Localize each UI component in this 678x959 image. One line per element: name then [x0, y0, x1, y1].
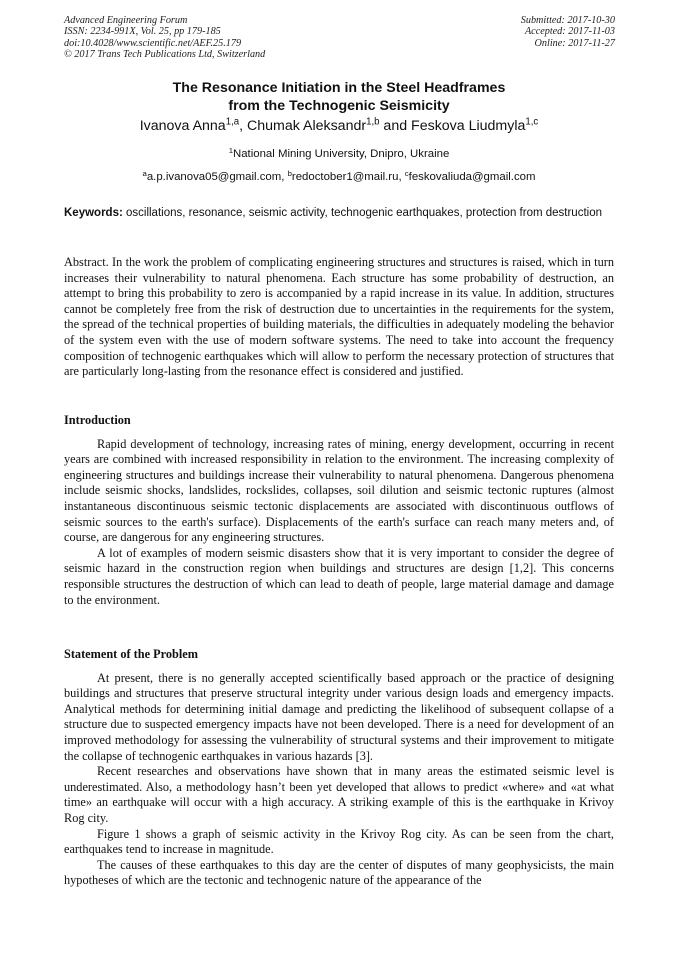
- journal-doi[interactable]: doi:10.4028/www.scientific.net/AEF.25.179: [64, 37, 242, 49]
- affiliation: [64, 147, 614, 161]
- paragraph: Recent researches and observations have shown that in many areas the estimated seismic level is underestimated. Also, a methodology hasn’t been yet developed that allows to predict «where» and «at what time» an earthquake will occur with a high accuracy. A striking example of this is the earthquake in Krivoy Rog city.: [64, 764, 614, 825]
- abstract: Abstract. In the work the problem of complicating engineering structures and structures is raised, which in turn increases their vulnerability to natural phenomena. Each structure has some probability of destruction, an attempt to bring this probability to zero is accompanied by a rapid increase in its value. In addition, structures cannot be completely free from the risk of destruction due to uncertainties in the requirements for the system, the spread of the technical properties of building materials, the difficulties in adequately modeling the behavior of the system even with the use of modern software systems. The need to take into account the frequency composition of technogenic earthquakes which will allow to perform the necessary protection of structures that are particularly long-lasting from the resonance effect is considered and justified.: [64, 255, 614, 379]
- email-superscript: a: [142, 168, 147, 178]
- section-heading: Introduction: [64, 413, 131, 427]
- email-superscript: c: [404, 168, 409, 178]
- paragraph: The causes of these earthquakes to this day are the center of disputes of many geophysicists, the main hypotheses of which are the tectonic and technogenic nature of the appearance of the: [64, 857, 614, 888]
- online-date: Online: 2017-11-27: [534, 37, 615, 49]
- copyright: © 2017 Trans Tech Publications Ltd, Switzerland: [64, 49, 266, 61]
- author-superscript: 1,c: [525, 116, 539, 128]
- author-superscript: 1,b: [366, 116, 380, 128]
- title-line-1: The Resonance Initiation in the Steel Headframes: [172, 80, 506, 96]
- email-address[interactable]: a.p.ivanova05@gmail.com: [146, 171, 282, 183]
- email-address[interactable]: redoctober1@mail.ru: [291, 171, 399, 183]
- title-line-2: from the Technogenic Seismicity: [228, 97, 450, 114]
- affiliation-text: National Mining University, Dnipro, Ukraine: [233, 148, 450, 160]
- email-list: $^a$a.p.ivanova05@gmail.com, $^b$redoctober1@mail.ru, $^c$feskovaliuda@gmail.com: [142, 168, 536, 183]
- author-name: Feskova Liudmyla: [411, 118, 526, 134]
- author-separator: and: [379, 118, 412, 134]
- author-name: Chumak Aleksandr: [247, 118, 367, 134]
- paragraph: A lot of examples of modern seismic disasters show that it is very important to consider the degree of seismic hazard in the construction region when buildings and structures are design [1,2]. This concerns responsible structures the destruction of which can lead to death of people, large material damage and damage to the environment.: [64, 545, 614, 607]
- paragraph: Figure 1 shows a graph of seismic activity in the Krivoy Rog city. As can be seen from the chart, earthquakes tend to increase in magnitude.: [64, 826, 614, 857]
- submitted-date: Submitted: 2017-10-30: [520, 15, 615, 26]
- section-heading: Statement of the Problem: [64, 647, 198, 661]
- journal-header: [64, 15, 265, 61]
- email-superscript: b: [287, 168, 292, 178]
- author-separator: ,: [239, 118, 247, 134]
- affiliation-superscript: 1: [228, 145, 233, 155]
- author-name: Ivanova Anna: [139, 118, 226, 134]
- paper-title: [64, 80, 614, 115]
- paragraph: Rapid development of technology, increasing rates of mining, energy development, occurring in recent years are combined with increased responsibility in relation to the environment. The increasing complexity of engineering structures and buildings increase their vulnerability to natural phenomena. Dangerous phenomena include seismic shocks, landslides, rockslides, collapses, soil dilution and seismic tectonic ruptures (almost instantaneous discontinuous seismic tectonic displacements are associated with discontinuous outflows of seismic sources to the earth's surface). Displacements of the earth's surface can reach many meters and, of course, are dangerous for any engineering structures.: [64, 436, 614, 545]
- section-problem-statement: [64, 647, 614, 889]
- author-list: [64, 117, 614, 135]
- keywords: [64, 206, 614, 221]
- journal-issn: ISSN: 2234-991X, Vol. 25, pp 179-185: [64, 26, 221, 38]
- journal-name: Advanced Engineering Forum: [64, 15, 188, 26]
- accepted-date: Accepted: 2017-11-03: [524, 26, 615, 38]
- paragraph: At present, there is no generally accepted scientifically based approach or the practice of designing buildings and structures that preserve structural integrity under various design loads and emergency impacts. Analytical methods for determining initial damage and predicting the likelihood of subsequent collapse of a structure due to suspected emergency impacts have not been developed. There is a need for development of an improved methodology for assessing the vulnerability of structural systems and their improvement to mitigate the collapse of technogenic earthquakes in various hazards [3].: [64, 670, 614, 763]
- email-address[interactable]: feskovaliuda@gmail.com: [408, 171, 536, 183]
- dates-header: [521, 15, 615, 49]
- keywords-text: oscillations, resonance, seismic activity, technogenic earthquakes, protection from destruction: [126, 207, 602, 219]
- keywords-label: Keywords:: [64, 207, 123, 219]
- author-superscript: 1,a: [225, 116, 240, 128]
- section-introduction: [64, 413, 614, 608]
